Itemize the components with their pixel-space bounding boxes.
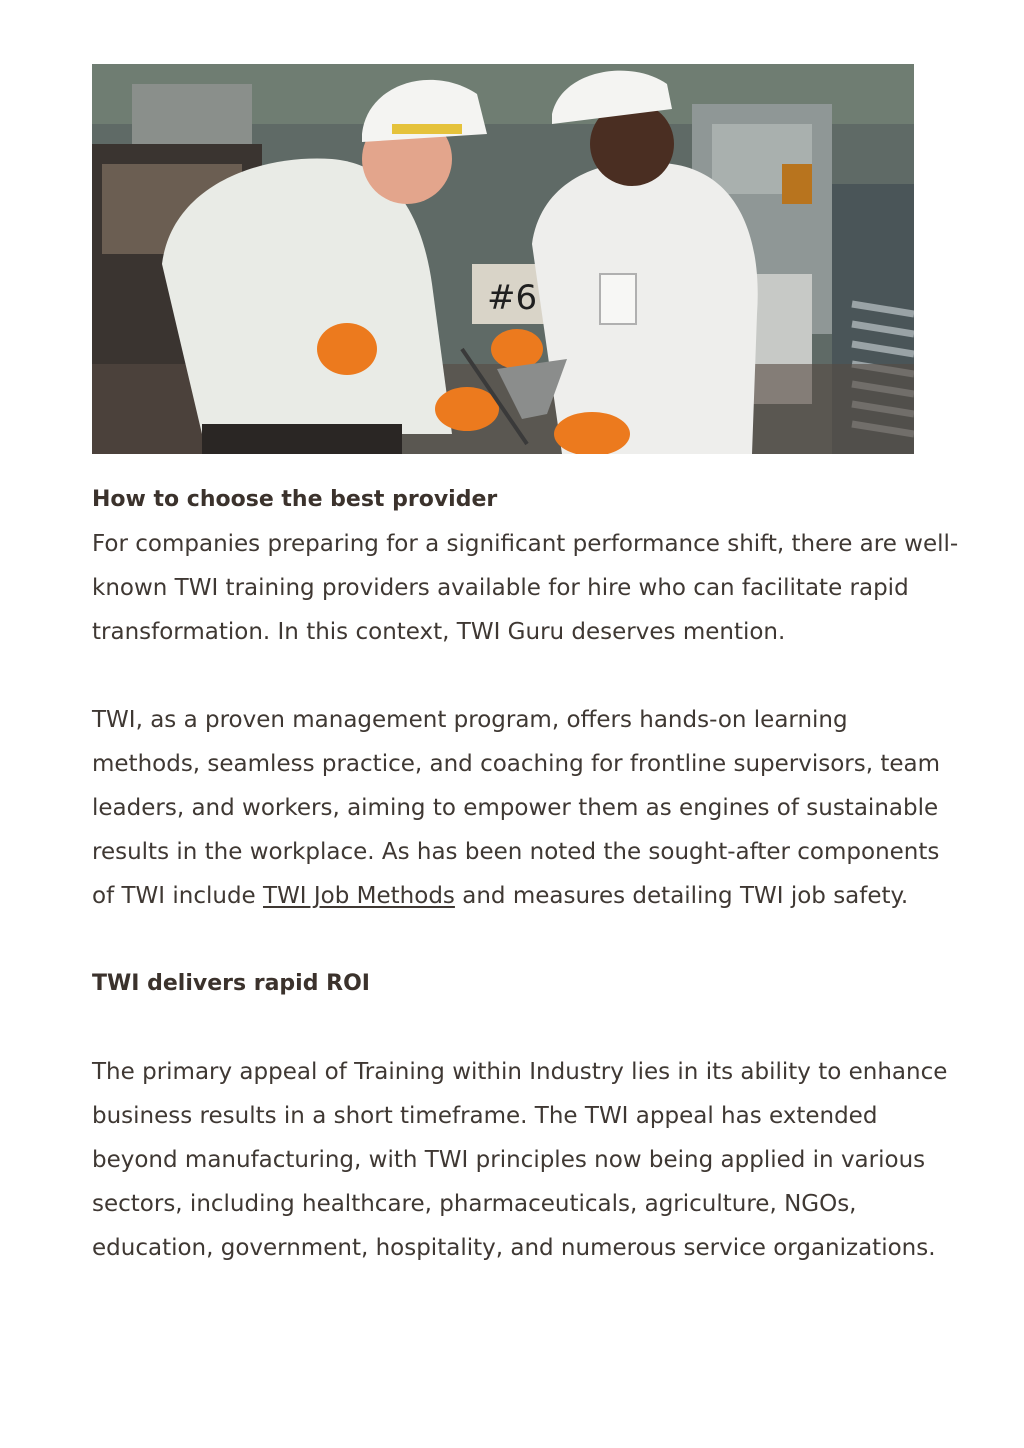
twi-job-methods-link[interactable]: TWI Job Methods <box>263 883 455 909</box>
section-heading-rapid-roi: TWI delivers rapid ROI <box>92 971 370 996</box>
workers-photo-illustration <box>92 64 914 454</box>
workers-photo <box>92 64 914 454</box>
paragraph-twi-program <box>92 698 962 918</box>
paragraph-twi-program-text: TWI, as a proven management program, offers hands-on learning methods, seamless practice, and coaching for frontline supervisors, team leaders, and workers, aiming to empower them as engines of sustainable results in the workplace. As has been noted the sought-after components of TWI include <box>92 707 941 909</box>
article-body <box>92 478 962 1270</box>
paragraph-primary-appeal: The primary appeal of Training within Industry lies in its ability to enhance business results in a short timeframe. The TWI appeal has extended beyond manufacturing, with TWI principles now being applied in various sectors, including healthcare, pharmaceuticals, agriculture, NGOs, education, government, hospitality, and numerous service organizations. <box>92 1059 948 1261</box>
paragraph-spacer <box>92 918 962 962</box>
paragraph-spacer <box>92 654 962 698</box>
section-heading-choose-provider: How to choose the best provider <box>92 487 498 512</box>
paragraph-spacer <box>92 1006 962 1050</box>
bin-marking: #6 <box>487 278 538 318</box>
paragraph-twi-program-tail: and measures detailing TWI job safety. <box>454 883 909 909</box>
paragraph-providers: For companies preparing for a significant performance shift, there are well-known TWI training providers available for hire who can facilitate rapid transformation. In this context, TWI Guru deserves mention. <box>92 531 959 645</box>
